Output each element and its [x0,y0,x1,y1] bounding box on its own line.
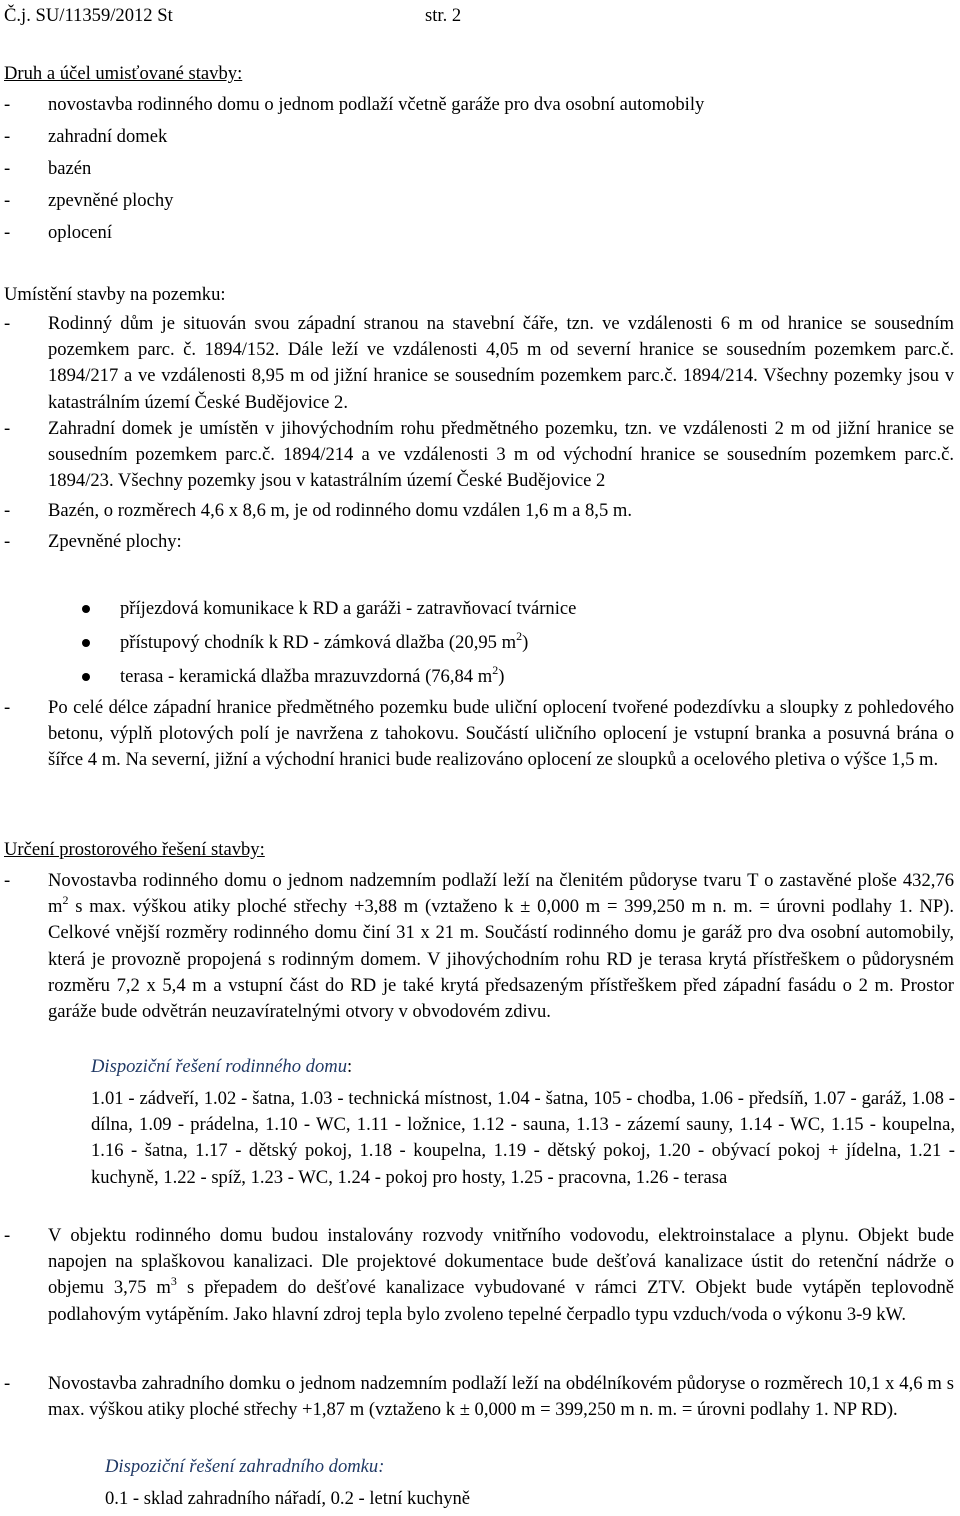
list-item: - Novostavba rodinného domu o jednom nadzemním podlaží leží na členitém půdoryse tvaru T o zastavěné ploše 432,76 $m^2$ s max. výškou atiky ploché střechy +3,88 m (vztaženo k ± 0,000 m = 399,250 m n. m. = úrovni podlahy 1. NP). Celkové vnější rozměry rodinného domu činí 31 x 21 m. Součástí rodinného domu je garáž pro dva osobní automobily, která je provozně propojená s rodinným domem. V jihovýchodním rohu RD je terasa krytá přístřeškem o půdorysném rozměru 7,2 x 5,4 m a vstupní část do RD je také krytá předsazeným přístřeškem před západní fasádu o 2 m. Prostor garáže bude odvětrán neuzavíratelnými otvory v obvodovém zdivu. [4,870,954,1023]
section-heading-placement: Umístění stavby na pozemku: [4,284,226,305]
section-heading-spatial: Určení prostorového řešení stavby: [4,839,265,860]
house-layout-title: Dispoziční řešení rodinného domu: [91,1056,353,1077]
list-item: - Zahradní domek je umístěn v jihovýchodním rohu předmětného pozemku, tzn. ve vzdálenosti 2 m od jižní hranice se sousedním pozemkem parc.č. 1894/214 a ve vzdálenosti 3 m od východní hranice se sousedním pozemkem parc.č. 1894/23. Všechny pozemky jsou v katastrálním území České Budějovice 2 [4,417,954,492]
placement-list [4,311,954,555]
garden-list [4,1371,954,1423]
bullet-item: přístupový chodník k RD - zámková dlažba (20,95 $m^2$) [82,628,952,658]
list-item: - zahradní domek [4,126,168,147]
bullet-item: terasa - keramická dlažba mrazuvzdorná (76,84 $m^2$) [82,662,952,692]
house-list [4,868,954,1025]
reference-number: Č.j. SU/11359/2012 St [4,5,173,26]
list-item: - oplocení [4,222,113,243]
section-heading-purpose: Druh a účel umisťované stavby: [4,63,243,84]
list-item: - Rodinný dům je situován svou západní stranou na stavební čáře, tzn. ve vzdálenosti 6 m od hranice se sousedním pozemkem parc. č. 1894/152. Dále leží ve vzdálenosti 4,05 m od severní hranice se sousedním pozemkem parc.č. 1894/217 a ve vzdálenosti 8,95 m od jižní hranice se sousedním pozemkem parc.č. 1894/214. Všechny pozemky jsou v katastrálním území České Budějovice 2. [4,313,954,413]
list-item: - novostavba rodinného domu o jednom podlaží včetně garáže pro dva osobní automobily [4,94,705,115]
list-item: - Novostavba zahradního domku o jednom nadzemním podlaží leží na obdélníkovém půdoryse o rozměrech 10,1 x 4,6 m s max. výškou atiky ploché střechy +1,87 m (vztaženo k ± 0,000 m = 399,250 m n. m. = úrovni podlahy 1. NP RD). [4,1373,954,1421]
list-item: - V objektu rodinného domu budou instalovány rozvody vnitřního vodovodu, elektroinstalace a plynu. Objekt bude napojen na splaškovou kanalizaci. Dle projektové dokumentace bude dešťová kanalizace ústit do retenční nádrže o objemu 3,75 $m^3$ s přepadem do dešťové kanalizace vybudované v rámci ZTV. Objekt bude vytápěn teplovodně podlahovým vytápěním. Jako hlavní zdroj tepla bylo zvoleno tepelné čerpadlo typu vzduch/voda o výkonu 3-9 kW. [4,1225,954,1325]
paved-areas-list [82,594,952,692]
purpose-list [4,89,954,249]
list-item: - bazén [4,158,92,179]
list-item: - Bazén, o rozměrech 4,6 x 8,6 m, je od rodinného domu vzdálen 1,6 m a 8,5 m. [4,500,633,522]
utilities-list [4,1223,954,1328]
page-header [4,3,954,29]
bullet-icon [82,605,90,613]
garden-rooms: 0.1 - sklad zahradního nářadí, 0.2 - letní kuchyně [105,1488,471,1509]
list-item: - Po celé délce západní hranice předmětného pozemku bude uliční oplocení tvořené podezdívku a sloupky z pohledového betonu, výplň plotových polí je navržena z tahokovu. Součástí uličního oplocení je vstupní branka a posuvná brána o šířce 4 m. Na severní, jižní a východní hranici bude realizováno oplocení ze sloupků a ocelového pletiva o výšce 1,5 m. [4,697,954,771]
fence-list [4,695,954,774]
house-rooms: 1.01 - zádveří, 1.02 - šatna, 1.03 - technická místnost, 1.04 - šatna, 105 - chodba, 1.06 - předsíň, 1.07 - garáž, 1.08 - dílna, 1.09 - prádelna, 1.10 - WC, 1.11 - ložnice, 1.12 - sauna, 1.13 - zázemí sauny, 1.14 - WC, 1.15 - koupelna, 1.16 - šatna, 1.17 - dětský pokoj, 1.18 - koupelna, 1.19 - dětský pokoj, 1.20 - obývací pokoj + jídelna, 1.21 - kuchyně, 1.22 - spíž, 1.23 - WC, 1.24 - pokoj pro hosty, 1.25 - pracovna, 1.26 - terasa [91,1088,955,1188]
bullet-icon [82,639,90,647]
bullet-item: příjezdová komunikace k RD a garáži - zatravňovací tvárnice [82,594,952,624]
bullet-icon [82,673,90,681]
page-number: str. 2 [425,5,462,26]
list-item: - zpevněné plochy [4,190,174,211]
garden-layout-title: Dispoziční řešení zahradního domku: [105,1456,385,1477]
list-item: - Zpevněné plochy: [4,530,182,552]
